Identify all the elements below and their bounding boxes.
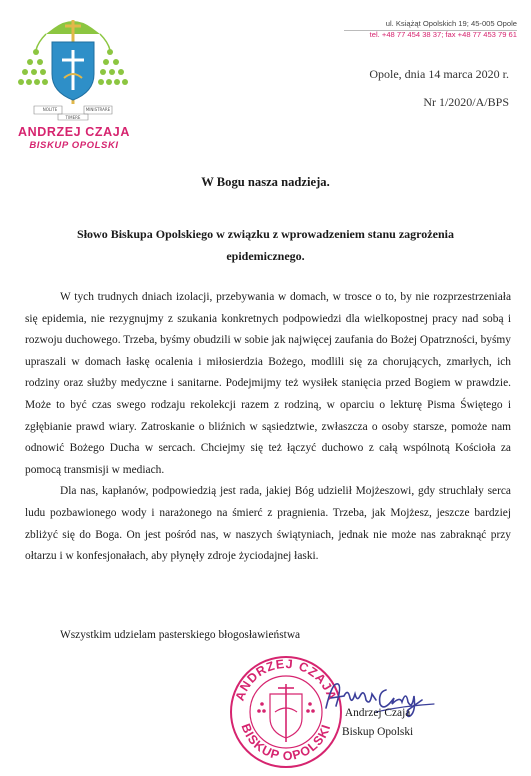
address-phone: tel. +48 77 454 38 37; fax +48 77 453 79 61	[369, 30, 517, 39]
motto-bottom: TIMERE	[65, 115, 81, 120]
address-street: ul. Książąt Opolskich 19; 45-005 Opole	[385, 19, 517, 28]
reference-number: Nr 1/2020/A/BPS	[423, 95, 509, 109]
motto-left: NOLITE	[42, 107, 58, 112]
place-date: Opole, dnia 14 marca 2020 r.	[369, 67, 509, 81]
paragraph-1: W tych trudnych dniach izolacji, przebywania w domach, w trosce o to, by nie rozprzestrzeniała się epidemia, nie rezygnujmy z szukania konkretnych podpowiedzi dla wielkopostnej pracy nad sobą i rozwoju duchowego. Trzeba, byśmy obudzili w sobie jak najwięcej zaufania do Bożej Opatrzności, byśmy upraszali w domach łaskę ocalenia i miłosierdzia Bożego, modlili się za chorujących, zmarłych, ich rodziny oraz służby medyczne i sanitarne. Podejmijmy też wysiłek stanięcia przed Bogiem w prawdzie. Może to być czas swego rodzaju rekolekcji razem z rodziną, w oparciu o lekturę Pisma Świętego i zgłębianie prawd wiary. Zatroskanie o bliźnich w sąsiedztwie, zwłaszcza o osoby starsze, pomoże nam odnowić Bożego Ducha w sercach. Chciejmy się też łączyć duchowo z całą wspólnotą Kościoła za pomocą transmisji w mediach.	[25, 291, 511, 476]
letter-heading: W Bogu nasza nadzieja.	[201, 175, 330, 189]
bishop-title-header: BISKUP OPOLSKI	[29, 140, 119, 151]
letter-subheading: Słowo Biskupa Opolskiego w związku z wprowadzeniem stanu zagrożenia epidemicznego.	[77, 227, 454, 263]
bishop-name-header: ANDRZEJ CZAJA	[18, 125, 130, 139]
signer-title: Biskup Opolski	[342, 726, 414, 738]
address-divider	[344, 30, 517, 31]
motto-right: MINISTRARE	[85, 107, 111, 112]
signer-name: Andrzej Czaja	[344, 707, 411, 719]
svg-text:BISKUP OPOLSKI: BISKUP OPOLSKI	[238, 721, 334, 764]
letter-body	[25, 287, 511, 568]
svg-text:ANDRZEJ CZAJA: ANDRZEJ CZAJA	[232, 656, 340, 703]
signer-block	[342, 704, 413, 742]
address-block	[370, 18, 517, 40]
closing-blessing: Wszystkim udzielam pasterskiego błogosławieństwa	[60, 629, 301, 641]
paragraph-2: Dla nas, kapłanów, podpowiedzią jest rada, jakiej Bóg udzielił Mojżeszowi, gdy struchlały serca ludu pozbawionego wody i narażonego na śmierć z pragnienia. Trzeba, jak Mojżesz, jeszcze bardziej zbliżyć się do Boga. On jest pośród nas, w naszych świątyniach, jednak nie może nas zabraknąć przy ołtarzu i w konfesjonałach, aby płynęły zdroje życiodajnej łaski.	[25, 485, 511, 563]
coat-of-arms-icon	[14, 12, 132, 124]
